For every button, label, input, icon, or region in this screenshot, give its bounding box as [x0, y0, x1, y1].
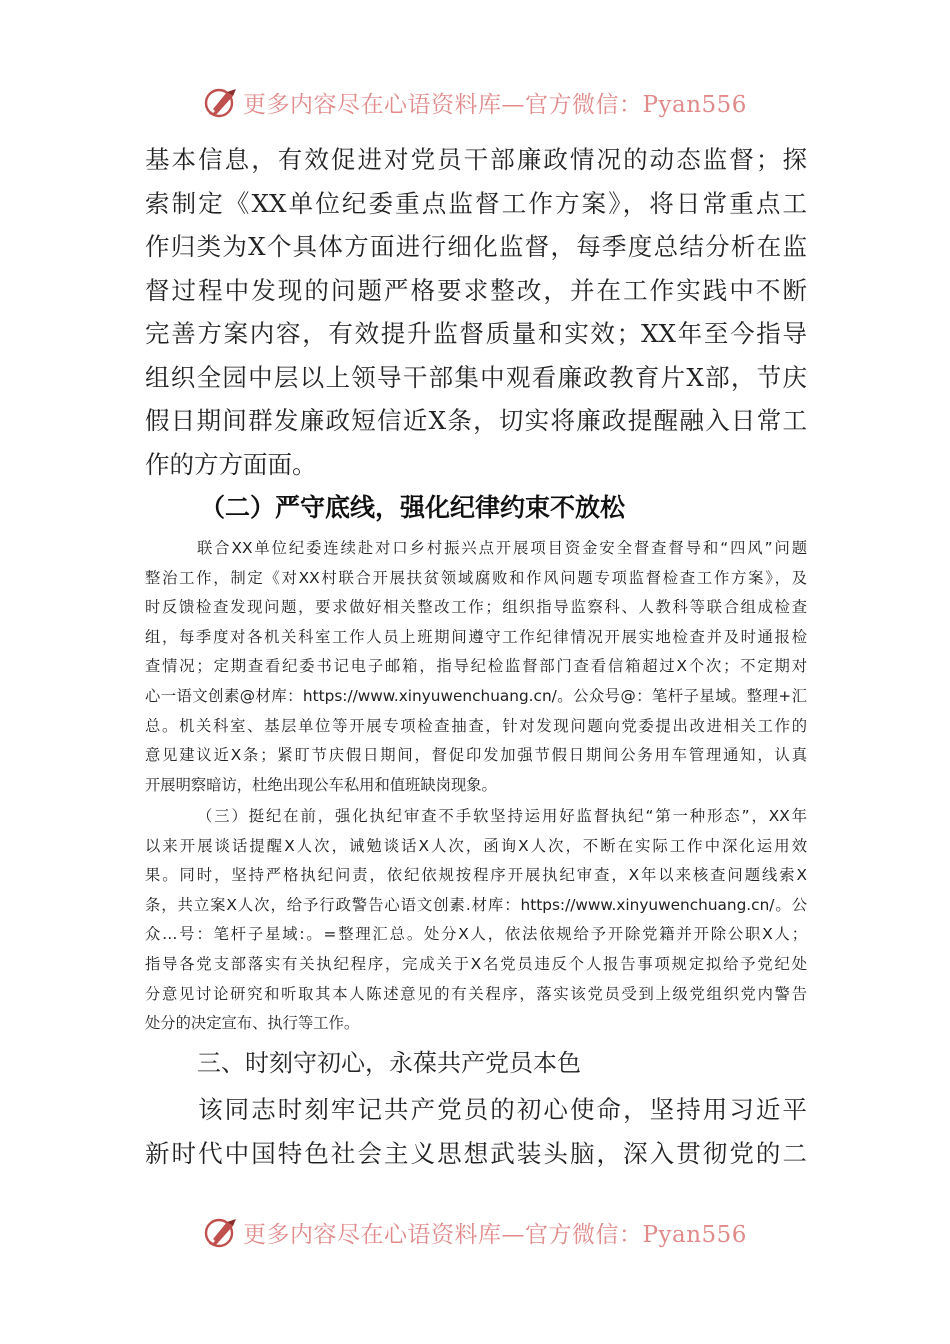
- text-line: 整治工作，制定《对XX村联合开展扶贫领域腐败和作风问题专项监督检查工作方案》，及: [145, 568, 807, 587]
- text-line: 完善方案内容，有效提升监督质量和实效；XX年至今指导: [145, 319, 807, 348]
- text-line: 查情况；定期查看纪委书记电子邮箱，指导纪检监督部门查看信箱超过X个次；不定期对: [145, 657, 807, 676]
- text-line: 时反馈检查发现问题，要求做好相关整改工作；组织指导监察科、人教科等联合组成检查: [145, 598, 807, 617]
- text-line: 众…号：笔杆子星域:。=整理汇总。处分X人，依法依规给予开除党籍并开除公职X人；: [145, 925, 807, 944]
- text-line: 条，共立案X人次，给予行政警告心语文创素.材库：https://www.xinyuwenchuang.cn/。公: [145, 895, 807, 914]
- pen-logo-icon: [203, 84, 239, 120]
- text-line: 督过程中发现的问题严格要求整改，并在工作实践中不断: [145, 275, 807, 305]
- paragraph-block-4: [145, 1088, 807, 1175]
- text-line: 组织全园中层以上领导干部集中观看廉政教育片X部，节庆: [145, 362, 807, 392]
- text-line: 基本信息，有效促进对党员干部廉政情况的动态监督；探: [145, 145, 807, 174]
- text-line: 作归类为X个具体方面进行细化监督，每季度总结分析在监: [145, 232, 807, 261]
- banner-text: 更多内容尽在心语资料库—官方微信：Pyan556: [243, 1221, 747, 1248]
- header-watermark-banner: [0, 82, 950, 122]
- text-line: 处分的决定宣布、执行等工作。: [145, 1014, 360, 1033]
- text-line: （三）挺纪在前，强化执纪审查不手软坚持运用好监督执纪“第一种形态”，XX年: [197, 807, 807, 825]
- section-heading-2: （二）严守底线，强化纪律约束不放松: [200, 493, 626, 522]
- paragraph-block-2: [145, 534, 807, 800]
- text-line: 联合XX单位纪委连续赴对口乡村振兴点开展项目资金安全督查督导和“四风”问题: [197, 539, 807, 557]
- footer-watermark-banner: [0, 1212, 950, 1252]
- pen-logo-icon: [203, 1214, 239, 1250]
- text-line: 开展明察暗访，杜绝出现公车私用和值班缺岗现象。: [145, 775, 497, 794]
- text-line: 新时代中国特色社会主义思想武装头脑，深入贯彻党的二: [145, 1138, 807, 1168]
- text-line: 以来开展谈话提醒X人次，诫勉谈话X人次，函询X人次，不断在实际工作中深化运用效: [145, 836, 807, 855]
- banner-text: 更多内容尽在心语资料库—官方微信：Pyan556: [243, 91, 747, 118]
- text-line: 心一语文创素@材库：https://www.xinyuwenchuang.cn/。公众号@：笔杆子星域。整理+汇: [145, 686, 807, 705]
- paragraph-block-1: [145, 138, 807, 486]
- text-line: 指导各党支部落实有关执纪程序，完成关于X名党员违反个人报告事项规定拟给予党纪处: [145, 954, 807, 973]
- text-line: 组，每季度对各机关科室工作人员上班期间遵守工作纪律情况开展实地检查并及时通报检: [145, 627, 807, 646]
- text-line: 索制定《XX单位纪委重点监督工作方案》，将日常重点工: [145, 188, 807, 218]
- text-line: 假日期间群发廉政短信近X条，切实将廉政提醒融入日常工: [145, 406, 807, 435]
- text-line: 该同志时刻牢记共产党员的初心使命，坚持用习近平: [145, 1095, 807, 1124]
- text-line: 意见建议近X条；紧盯节庆假日期间，督促印发加强节假日期间公务用车管理通知，认真: [145, 746, 807, 765]
- section-heading-3: 三、时刻守初心，永葆共产党员本色: [197, 1049, 581, 1077]
- text-line: 果。同时，坚持严格执纪问责，依纪依规按程序开展执纪审查，X年以来核查问题线索X: [145, 866, 807, 885]
- text-line: 作的方方面面。: [145, 449, 317, 479]
- paragraph-block-3: [145, 802, 807, 1039]
- text-line: 总。机关科室、基层单位等开展专项检查抽查，针对发现问题向党委提出改进相关工作的: [145, 716, 807, 735]
- text-line: 分意见讨论研究和听取其本人陈述意见的有关程序，落实该党员受到上级党组织党内警告: [145, 984, 807, 1003]
